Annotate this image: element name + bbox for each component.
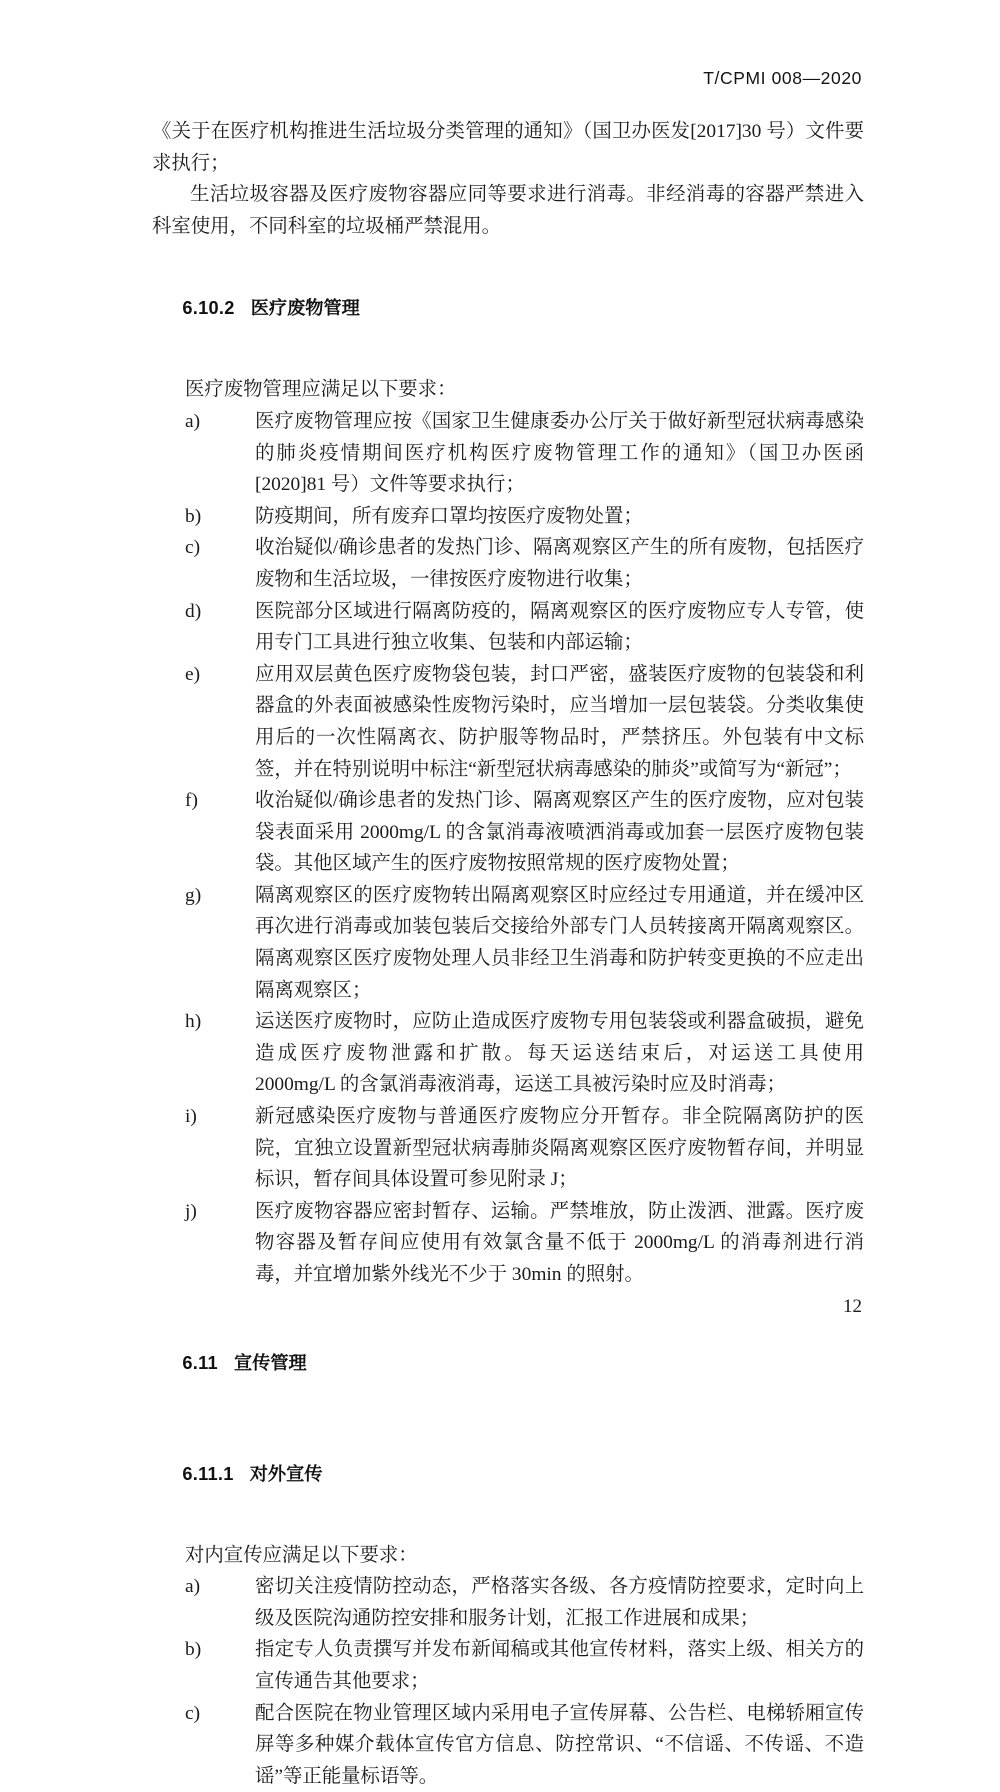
list-item	[185, 532, 864, 595]
list-marker: f)	[185, 790, 198, 812]
list-item-text: 医疗废物容器应密封暂存、运输。严禁堆放，防止泼洒、泄露。医疗废物容器及暂存间应使用有效氯含量不低于 2000mg/L 的消毒剂进行消毒，并宜增加紫外线光不少于 30min 的照射。	[255, 1200, 864, 1285]
spacer	[152, 347, 864, 374]
spacer	[152, 242, 864, 269]
list-item-text: 医疗废物管理应按《国家卫生健康委办公厅关于做好新型冠状病毒感染的肺炎疫情期间医疗机构医疗废物管理工作的通知》（国卫办医函[2020]81 号）文件等要求执行；	[255, 410, 864, 496]
list-marker: h)	[185, 1011, 202, 1033]
list-item-text: 指定专人负责撰写并发布新闻稿或其他宣传材料，落实上级、相关方的宣传通告其他要求；	[255, 1639, 864, 1692]
page-number: 12	[843, 1296, 862, 1317]
list-marker: b)	[185, 1639, 202, 1661]
list-item	[185, 1006, 864, 1101]
heading-number: 6.11	[182, 1352, 218, 1373]
list-item-text: 密切关注疫情防控动态，严格落实各级、各方疫情防控要求，定时向上级及医院沟通防控安排和服务计划，汇报工作进展和成果；	[255, 1576, 864, 1629]
list-item-text: 配合医院在物业管理区域内采用电子宣传屏幕、公告栏、电梯轿厢宣传屏等多种媒介载体宣传官方信息、防控常识、“不信谣、不传谣、不造谣”等正能量标语等。	[255, 1702, 864, 1787]
spacer	[152, 1513, 864, 1540]
list-item	[185, 659, 864, 785]
list-item	[185, 880, 864, 1006]
list-item-text: 收治疑似/确诊患者的发热门诊、隔离观察区产生的所有废物，包括医疗废物和生活垃圾，一律按医疗废物进行收集；	[255, 537, 864, 590]
lead-in-6-10-2: 医疗废物管理应满足以下要求：	[185, 379, 457, 401]
list-marker: i)	[185, 1106, 197, 1128]
paragraph-waste-containers: 生活垃圾容器及医疗废物容器应同等要求进行消毒。非经消毒的容器严禁进入科室使用，不同科室的垃圾桶严禁混用。	[152, 184, 864, 237]
list-marker: a)	[185, 410, 201, 432]
list-marker: j)	[185, 1200, 197, 1222]
heading-title: 医疗废物管理	[250, 298, 360, 319]
heading-title: 对外宣传	[249, 1463, 323, 1484]
lead-in-6-11-1: 对内宣传应满足以下要求：	[185, 1544, 418, 1566]
list-item	[185, 501, 864, 533]
list-marker: c)	[185, 537, 201, 559]
heading-number: 6.11.1	[182, 1463, 234, 1484]
list-marker: e)	[185, 663, 201, 685]
list-item-text: 运送医疗废物时，应防止造成医疗废物专用包装袋或利器盒破损，避免造成医疗废物泄露和扩散。每天运送结束后，对运送工具使用 2000mg/L 的含氯消毒液消毒，运送工具被污染时应及时消毒；	[255, 1011, 864, 1096]
list-item-text: 隔离观察区的医疗废物转出隔离观察区时应经过专用通道，并在缓冲区再次进行消毒或加装包装后交接给外部专门人员转接离开隔离观察区。隔离观察区医疗废物处理人员非经卫生消毒和防护转变更换的不应走出隔离观察区；	[255, 884, 864, 1001]
heading-title: 宣传管理	[233, 1352, 307, 1373]
list-marker: c)	[185, 1702, 201, 1724]
list-item	[185, 1101, 864, 1196]
list-item	[185, 406, 864, 501]
list-6-11-1	[152, 1571, 864, 1792]
list-marker: d)	[185, 600, 202, 622]
list-item	[185, 1571, 864, 1634]
list-marker: g)	[185, 884, 202, 906]
heading-6-10-2	[152, 269, 864, 347]
list-item	[185, 1698, 864, 1792]
list-item-text: 应用双层黄色医疗废物袋包装，封口严密，盛装医疗废物的包装袋和利器盒的外表面被感染性废物污染时，应当增加一层包装袋。分类收集使用后的一次性隔离衣、防护服等物品时，严禁挤压。外包装有中文标签，并在特别说明中标注“新型冠状病毒感染的肺炎”或简写为“新冠”；	[255, 663, 864, 780]
list-item	[185, 1634, 864, 1697]
page-header	[140, 68, 862, 94]
heading-6-11	[152, 1324, 864, 1402]
page-content	[152, 116, 864, 1792]
standard-code: T/CPMI 008—2020	[703, 68, 862, 88]
list-item-text: 防疫期间，所有废弃口罩均按医疗废物处置；	[255, 505, 643, 527]
list-marker: a)	[185, 1576, 201, 1598]
list-marker: b)	[185, 505, 202, 527]
list-item	[185, 785, 864, 880]
heading-6-11-1	[152, 1435, 864, 1513]
heading-number: 6.10.2	[182, 298, 235, 319]
page-footer	[152, 1296, 862, 1318]
list-item-text: 新冠感染医疗废物与普通医疗废物应分开暂存。非全院隔离防护的医院，宜独立设置新型冠状病毒肺炎隔离观察区医疗废物暂存间，并明显标识，暂存间具体设置可参见附录 J；	[255, 1106, 864, 1191]
list-item	[185, 1196, 864, 1291]
list-item	[185, 596, 864, 659]
paragraph-continuation: 《关于在医疗机构推进生活垃圾分类管理的通知》（国卫办医发[2017]30 号）文件要求执行；	[152, 121, 864, 174]
list-item-text: 医院部分区域进行隔离防疫的，隔离观察区的医疗废物应专人专管，使用专门工具进行独立收集、包装和内部运输；	[255, 600, 864, 654]
spacer	[152, 1402, 864, 1435]
list-6-10-2	[152, 406, 864, 1291]
list-item-text: 收治疑似/确诊患者的发热门诊、隔离观察区产生的医疗废物，应对包装袋表面采用 2000mg/L 的含氯消毒液喷洒消毒或加套一层医疗废物包装袋。其他区域产生的医疗废物按照常规的医疗废物处置；	[255, 790, 864, 875]
